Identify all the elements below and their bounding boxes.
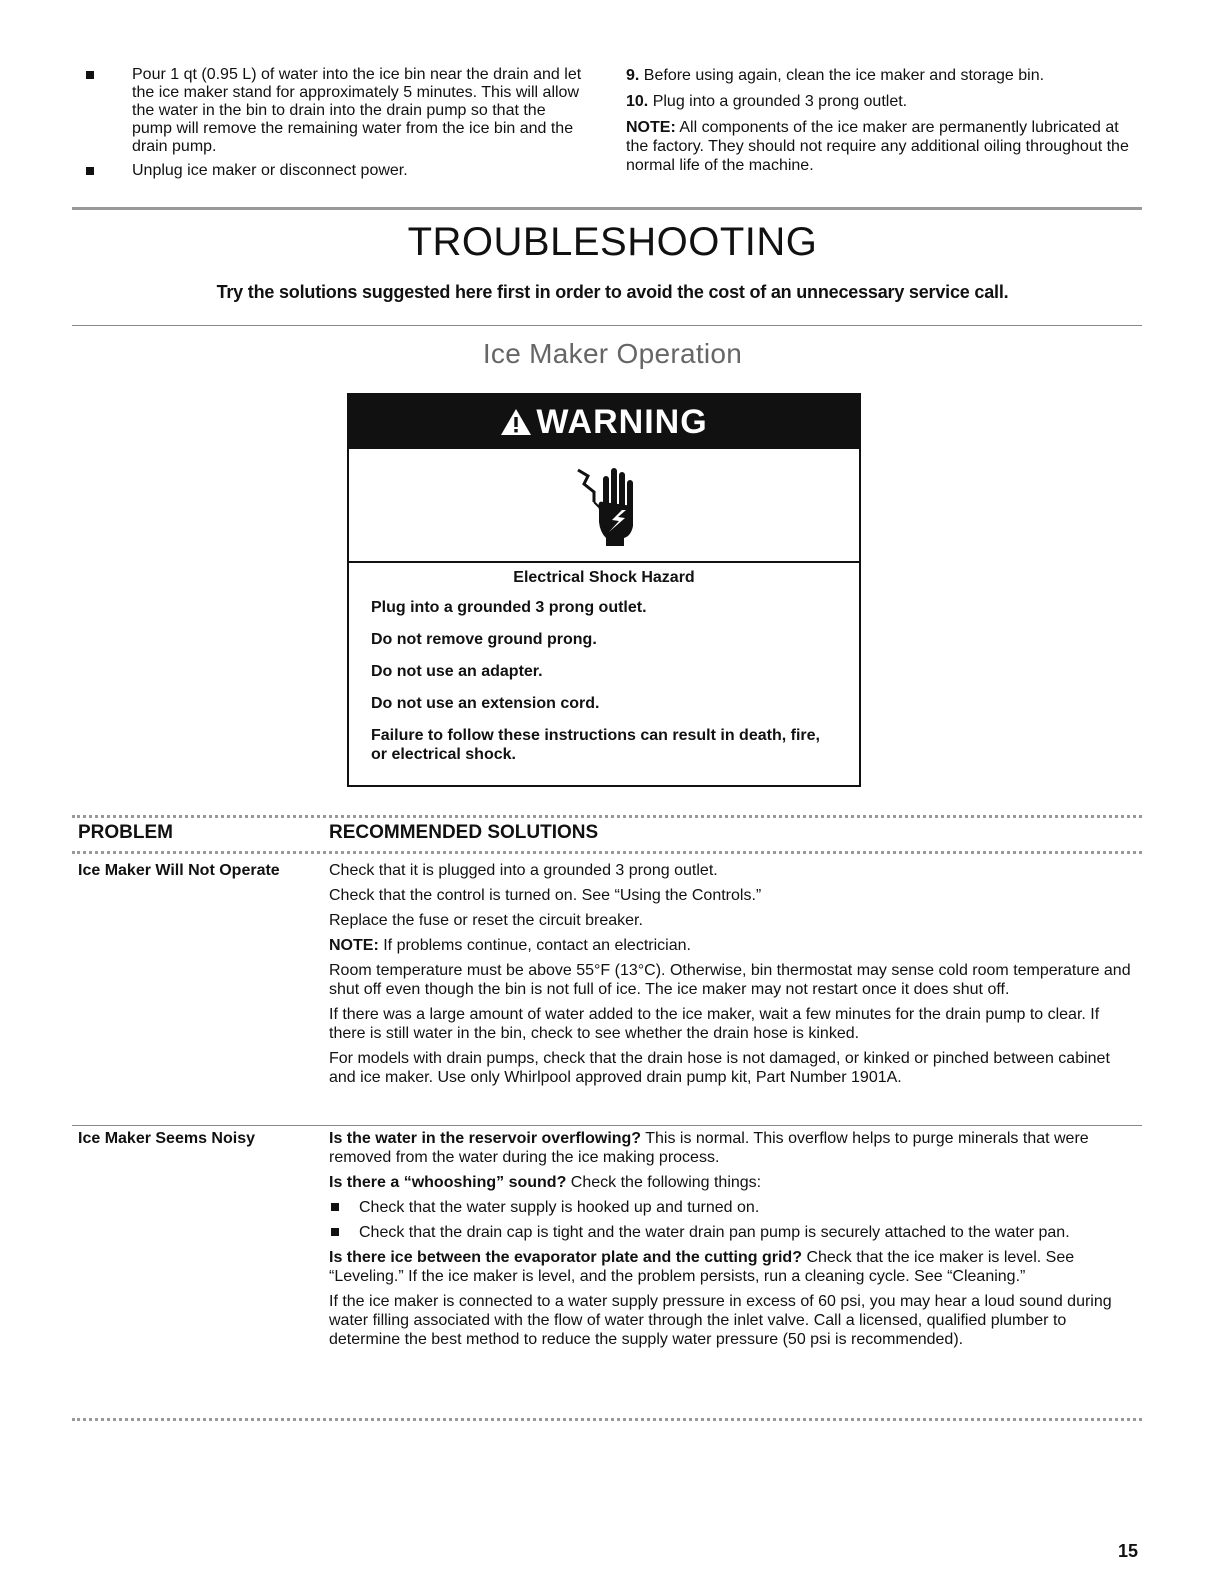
question: Is the water in the reservoir overflowing? [329,1130,642,1147]
hazard-title: Electrical Shock Hazard [513,569,695,586]
column-header-solutions: RECOMMENDED SOLUTIONS [329,822,599,843]
solution-text: Replace the fuse or reset the circuit breaker. [329,912,643,929]
warning-label: WARNING [536,403,708,441]
left-column [78,66,588,186]
problem-label: Ice Maker Will Not Operate [78,862,280,879]
warning-box [347,393,861,787]
bullet-text: Check that the water supply is hooked up and turned on. [359,1199,760,1216]
column-header-problem: PROBLEM [78,822,173,843]
warning-header [349,395,859,449]
solution-note [329,936,1140,955]
solution-text [329,1129,1140,1167]
question: Is there ice between the evaporator plate and the cutting grid? [329,1249,802,1266]
problem-label: Ice Maker Seems Noisy [78,1130,255,1147]
warning-instruction: Do not remove ground prong. [371,631,597,648]
solution-text: If there was a large amount of water added to the ice maker, wait a few minutes for the drain pump to clear. If there is still water in the bin, check to see whether the drain hose is kinked. [329,1006,1100,1042]
solution-text: Check that the control is turned on. See “Using the Controls.” [329,887,762,904]
list-item [329,1223,1140,1242]
warning-instruction: Plug into a grounded 3 prong outlet. [371,599,647,616]
bullet-text: Pour 1 qt (0.95 L) of water into the ice bin near the drain and let the ice maker stand for approximately 5 minutes. This will allow the water in the bin to drain into the drain pump so that the pump will remove the remaining water from the ice bin and the drain pump. [132,66,582,155]
bullet-list [78,66,588,180]
question: Is there a “whooshing” sound? [329,1174,567,1191]
solution-text: Room temperature must be above 55°F (13°C). Otherwise, bin thermostat may sense cold room temperature and shut off even though the bin is not full of ice. The ice maker may not restart once it does shut off. [329,962,1131,998]
page-number: 15 [1118,1541,1139,1561]
divider [72,1125,1142,1126]
solutions-cell [329,1129,1140,1355]
bullet-text: Unplug ice maker or disconnect power. [132,162,408,179]
square-bullet-icon [331,1228,339,1236]
step-10 [626,92,1140,111]
solution-text [329,1248,1140,1286]
right-column [626,66,1140,186]
note-text: All components of the ice maker are permanently lubricated at the factory. They should not require any additional oiling throughout the normal life of the machine. [626,119,1129,174]
warning-triangle-icon [500,407,532,437]
step-9 [626,66,1140,85]
page-subtitle: Try the solutions suggested here first in order to avoid the cost of an unnecessary service call. [216,282,1009,302]
divider [72,325,1142,326]
note-label: NOTE: [626,119,676,136]
solution-text [329,1173,1140,1192]
bullet-text: Check that the drain cap is tight and the water drain pan pump is securely attached to the water pan. [359,1224,1070,1241]
step-number: 10. [626,93,649,110]
square-bullet-icon [86,167,94,175]
icon-area [349,449,859,563]
note-label: NOTE: [329,937,379,954]
warning-instruction: Failure to follow these instructions can result in death, fire, or electrical shock. [371,727,820,763]
step-text: Before using again, clean the ice maker and storage bin. [643,67,1045,84]
solution-text: Check that it is plugged into a grounded 3 prong outlet. [329,862,718,879]
divider [72,815,1142,818]
answer: This is normal. This overflow helps to purge minerals that were removed from the water during the ice making process. [329,1130,1089,1166]
divider [72,1418,1142,1421]
answer: Check the following things: [570,1174,762,1191]
divider [72,851,1142,854]
divider [72,207,1142,210]
solution-text: For models with drain pumps, check that the drain hose is not damaged, or kinked or pinched between cabinet and ice maker. Use only Whirlpool approved drain pump kit, Part Number 1901A. [329,1050,1110,1086]
warning-instruction: Do not use an extension cord. [371,695,600,712]
warning-instruction: Do not use an adapter. [371,663,543,680]
answer: Check that the ice maker is level. See “Leveling.” If the ice maker is level, and the problem persists, run a cleaning cycle. See “Cleaning.” [329,1249,1075,1285]
list-item [78,66,588,156]
warning-body [349,563,859,764]
step-text: Plug into a grounded 3 prong outlet. [652,93,908,110]
note-text: If problems continue, contact an electrician. [383,937,691,954]
solutions-cell [329,861,1140,1093]
list-item [329,1198,1140,1217]
solution-text: If the ice maker is connected to a water supply pressure in excess of 60 psi, you may hear a loud sound during water filling associated with the flow of water through the inlet valve. Call a licensed, qualified plumber to determine the best method to reduce the supply water pressure (50 psi is recommended). [329,1293,1112,1348]
note [626,118,1140,175]
list-item [78,162,588,180]
square-bullet-icon [86,71,94,79]
top-continuation [78,66,1140,186]
section-heading: Ice Maker Operation [482,338,743,369]
step-number: 9. [626,67,640,84]
square-bullet-icon [331,1203,339,1211]
electrical-shock-hand-icon [564,462,644,548]
page-title: TROUBLESHOOTING [407,220,818,264]
